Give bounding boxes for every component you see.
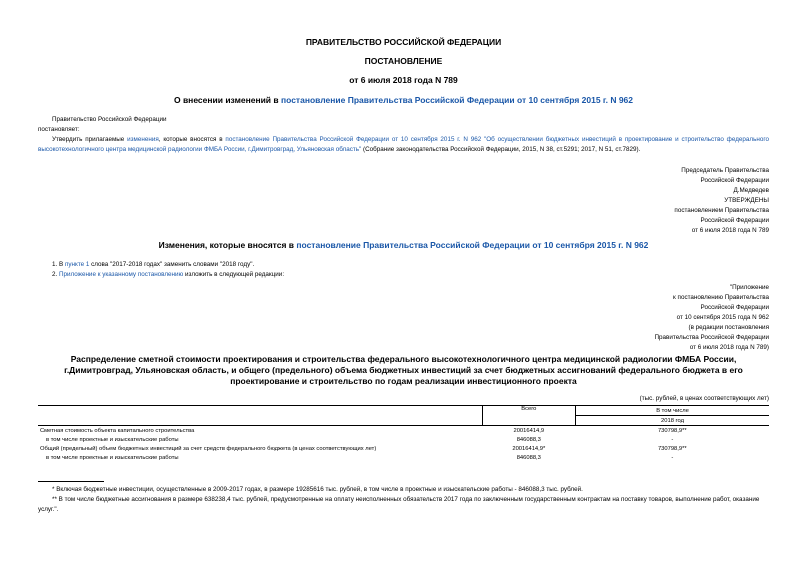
changes-title-prefix: Изменения, которые вносятся в — [158, 240, 297, 250]
document-type: ПОСТАНОВЛЕНИЕ — [364, 56, 443, 66]
table-row — [38, 426, 769, 436]
appendix-ref-line-4: от 10 сентября 2015 года N 962 — [676, 314, 769, 321]
change-item-2-text: изложить в следующей редакции: — [183, 271, 285, 278]
decree-paragraph-text-2: , которые вносятся в — [158, 136, 226, 143]
appendix-reference — [655, 283, 769, 353]
table-row — [38, 453, 769, 462]
units-note: (тыс. рублей, в ценах соответствующих лет) — [639, 395, 769, 402]
footnote-2: ** В том числе бюджетные ассигнования в размере 638238,4 тыс. рублей, предусмотренные на оплату неисполненных обязательств 2017 года по заключенным государственным контрактам на поставку товаров, выполнение работ, оказание услуг.". — [38, 496, 760, 513]
signature-block — [681, 166, 769, 196]
footnote-separator — [38, 481, 104, 482]
decree-962-full-link[interactable]: постановление Правительства Российской Федерации от 10 сентября 2015 г. N 962 "Об осуществлении бюджетных инвестиций в проектирование и строительство федерального высокотехнологичного центра медицинской радиологии ФМБА России, г.Димитровград, Ульяновская область" — [38, 136, 769, 153]
decree-962-link[interactable]: постановление Правительства Российской Федерации от 10 сентября 2015 г. N 962 — [280, 95, 634, 105]
appendix-ref-line-1: "Приложение — [729, 284, 769, 291]
table-row-total: 846088,3 — [516, 436, 541, 443]
signature-name: Д.Медведев — [733, 187, 769, 194]
signature-country: Российской Федерации — [700, 177, 769, 184]
appendix-ref-line-7: от 6 июля 2018 года N 789) — [689, 344, 769, 351]
table-row-label: в том числе проектные и изыскательские работы — [46, 454, 179, 461]
appendix-ref-line-6: Правительства Российской Федерации — [654, 334, 769, 341]
signature-position: Председатель Правительства — [681, 167, 769, 174]
document-date-number: от 6 июля 2018 года N 789 — [349, 75, 458, 85]
table-header-total: Всего — [482, 406, 576, 426]
appendix-link[interactable]: Приложение к указанному постановлению — [59, 271, 184, 278]
appendix-ref-line-5: (в редакции постановления — [688, 324, 769, 331]
footnote-1: * Включая бюджетные инвестиции, осуществленные в 2009-2017 годах, в размере 19285616 тыс. рублей, в том числе в проектные и изыскательские работы - 846088,3 тыс. рублей. — [52, 486, 583, 493]
appendix-ref-line-3: Российской Федерации — [700, 304, 769, 311]
table-row-label: Общий (предельный) объем бюджетных инвестиций за счет средств федерального бюджета (в ценах соответствующих лет) — [40, 445, 377, 452]
approved-date: от 6 июля 2018 года N 789 — [691, 227, 769, 234]
distribution-title: Распределение сметной стоимости проектирования и строительства федерального высокотехнологичного центра медицинской радиологии ФМБА России, г.Димитровград, Ульяновская область, и общего (предельного) объема бюджетных инвестиций за счет бюджетных ассигнований федерального бюджета в его проектирование и строительство по годам реализации инвестиционного проекта — [64, 354, 743, 386]
table-row — [38, 444, 769, 453]
changes-title — [0, 240, 807, 250]
preamble-government: Правительство Российской Федерации — [52, 116, 167, 123]
table-row-year: 730798,9** — [657, 445, 687, 452]
table-row-label: в том числе проектные и изыскательские работы — [46, 436, 179, 443]
decree-paragraph-text-3: (Собрание законодательства Российской Федерации, 2015, N 38, ст.5291; 2017, N 51, ст.7829). — [361, 146, 641, 153]
changes-link[interactable]: изменения — [127, 136, 159, 143]
table-header-year: 2018 год — [661, 417, 685, 424]
change-item-1 — [52, 260, 254, 270]
table-header-including: В том числе — [576, 406, 769, 416]
table-row-year: - — [671, 436, 674, 443]
change-item-1-text: слова "2017-2018 годах" заменить словами "2018 году". — [89, 261, 255, 268]
budget-table — [38, 405, 769, 462]
clause-1-link[interactable]: пункте 1 — [64, 261, 90, 268]
decree-paragraph — [38, 135, 769, 155]
document-title-prefix: О внесении изменений в — [173, 95, 281, 105]
government-header: ПРАВИТЕЛЬСТВО РОССИЙСКОЙ ФЕДЕРАЦИИ — [305, 37, 502, 47]
document-title — [0, 95, 807, 105]
table-row-label: Сметная стоимость объекта капитального строительства — [40, 427, 195, 434]
changes-decree-962-link[interactable]: постановление Правительства Российской Федерации от 10 сентября 2015 г. N 962 — [296, 240, 649, 250]
table-header-empty — [38, 406, 482, 426]
appendix-ref-line-2: к постановлению Правительства — [673, 294, 769, 301]
change-item-2-prefix: 2. — [52, 271, 60, 278]
change-item-1-prefix: 1. В — [52, 261, 65, 268]
table-row-total: 20016414,9 — [513, 427, 545, 434]
approved-line-2: постановлением Правительства — [674, 207, 769, 214]
table-row-year: - — [671, 454, 674, 461]
change-item-2 — [52, 270, 284, 280]
table-row — [38, 435, 769, 444]
approved-block — [674, 196, 769, 236]
table-row-year: 730798,9** — [657, 427, 687, 434]
approved-title: УТВЕРЖДЕНЫ — [724, 197, 769, 204]
preamble-resolves: постановляет: — [38, 126, 80, 133]
table-row-total: 846088,3 — [516, 454, 541, 461]
approved-line-3: Российской Федерации — [700, 217, 769, 224]
table-row-total: 20016414,9* — [512, 445, 546, 452]
decree-paragraph-text-1: Утвердить прилагаемые — [52, 136, 128, 143]
